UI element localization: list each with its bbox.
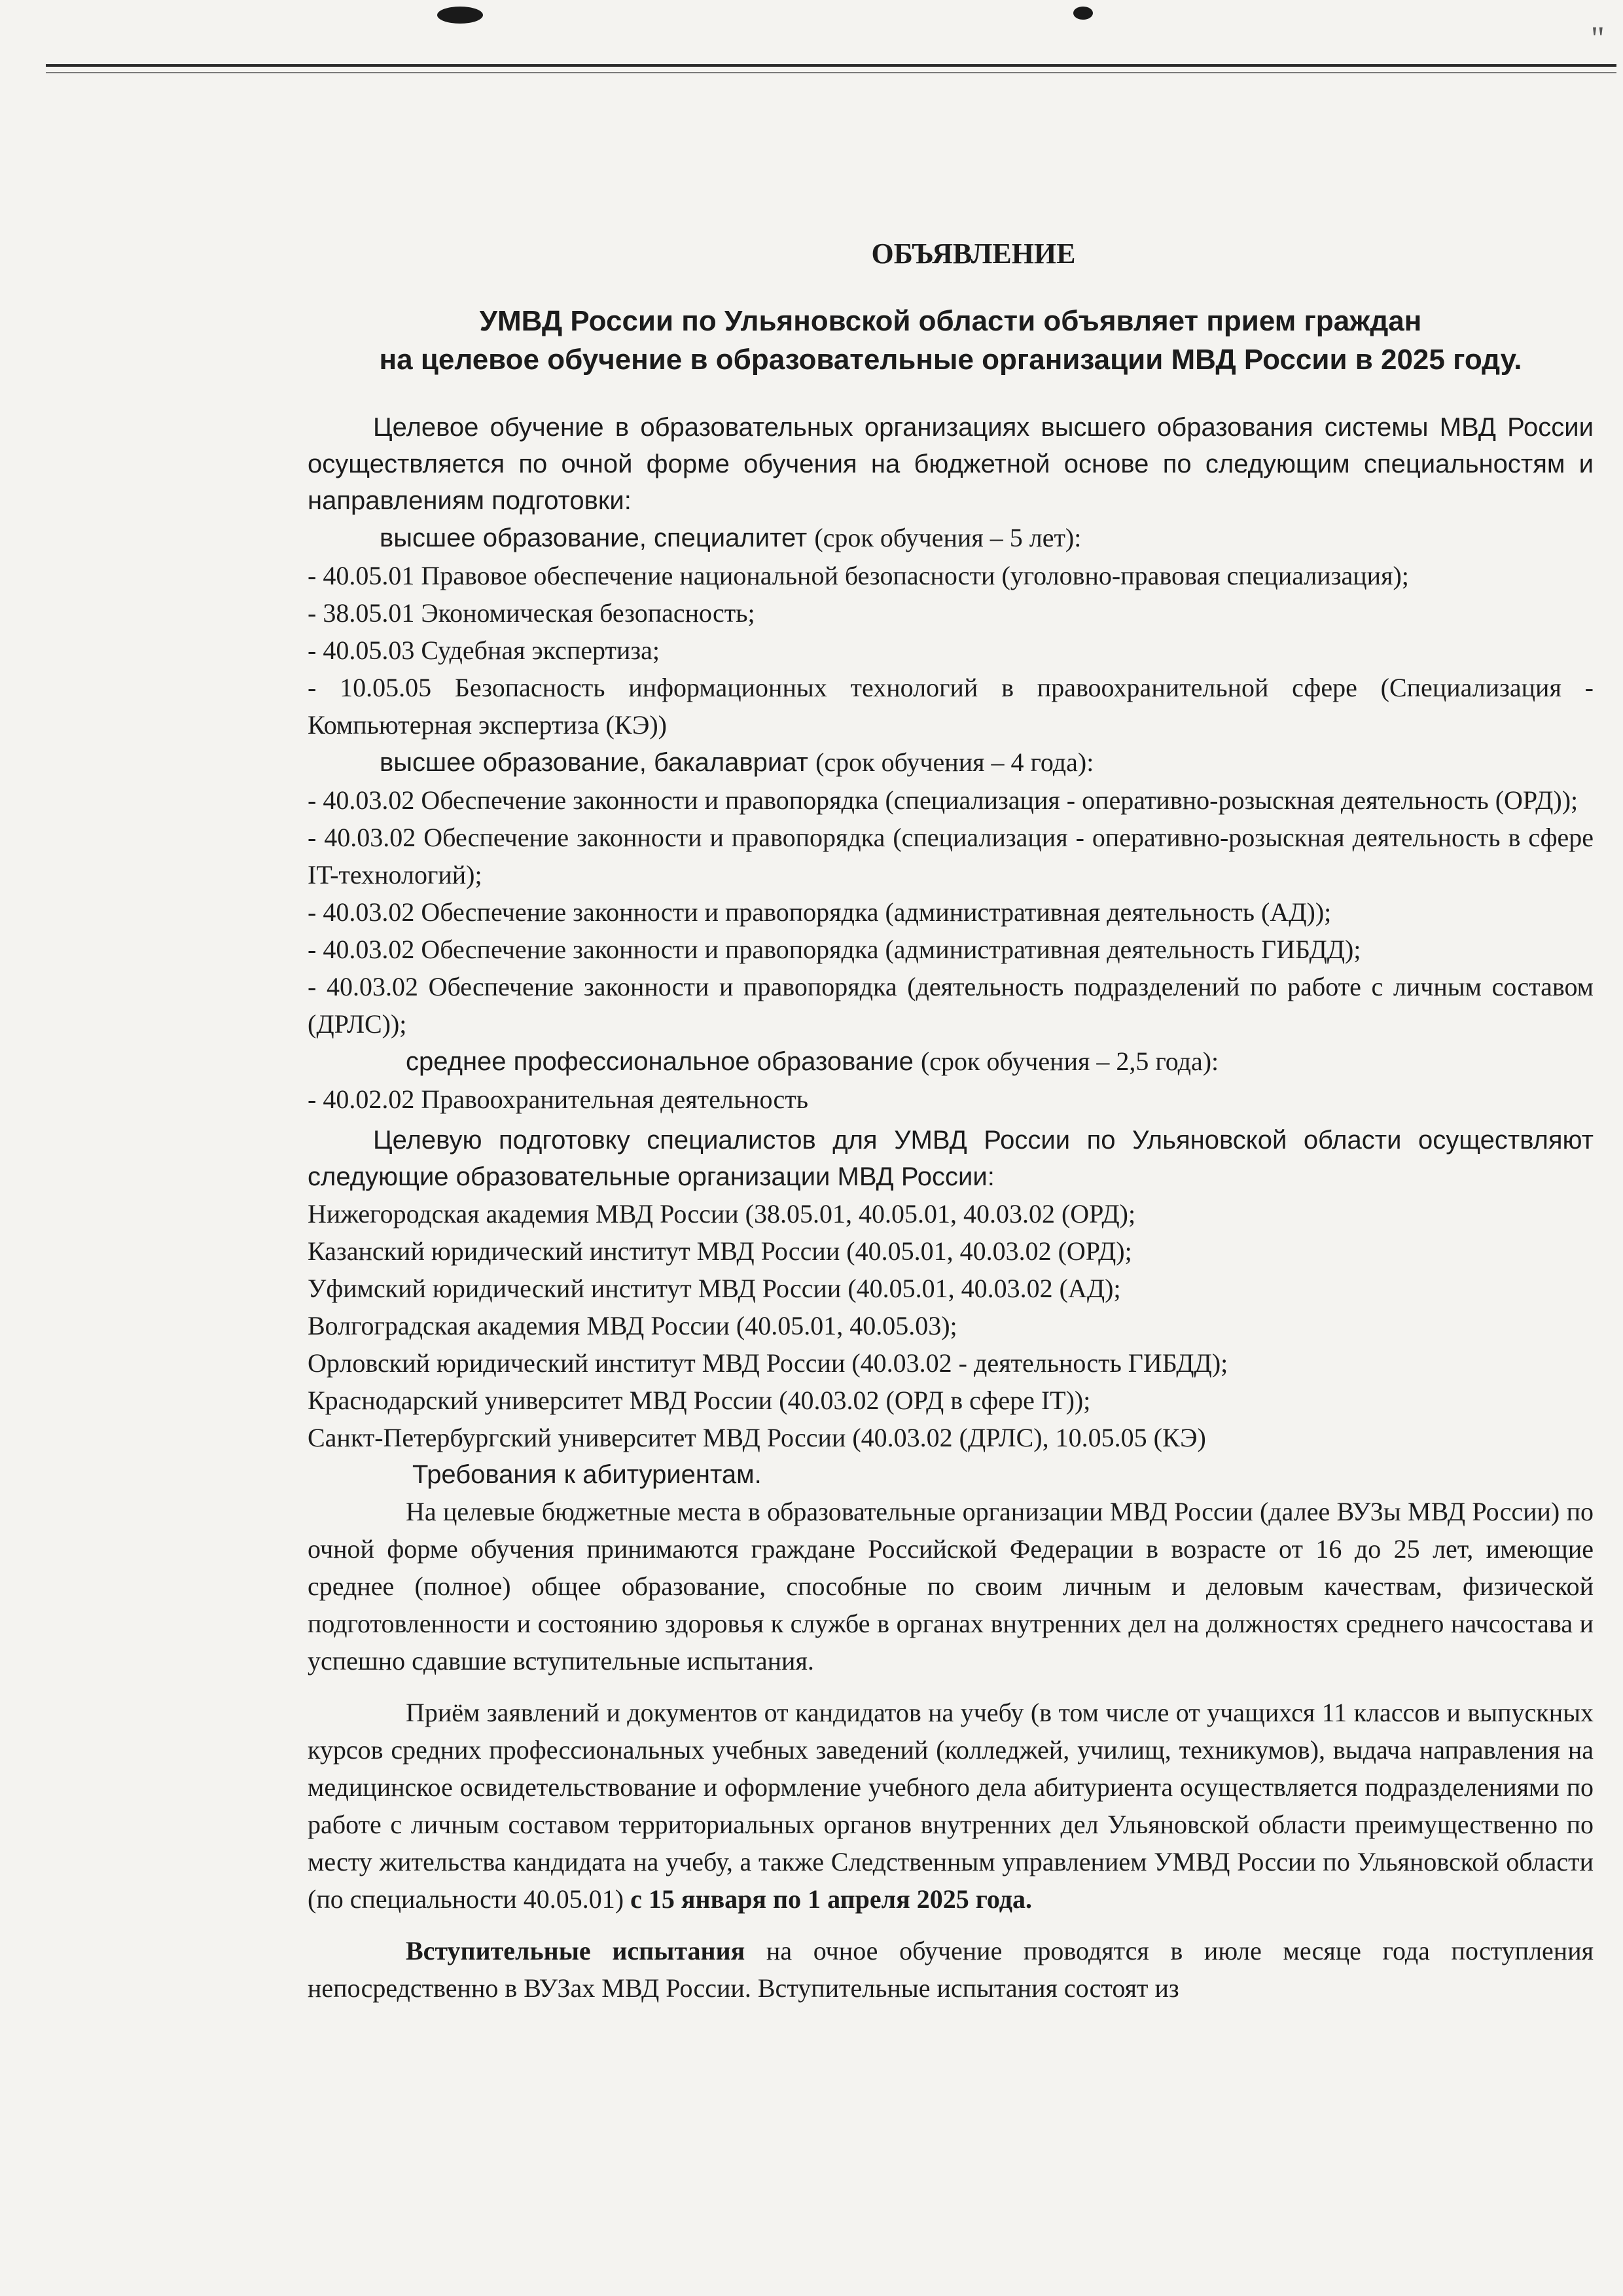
- level-term: (срок обучения – 4 года):: [815, 747, 1094, 777]
- organization-item: Нижегородская академия МВД России (38.05.01, 40.05.01, 40.03.02 (ОРД);: [308, 1199, 1136, 1229]
- organization-item: Казанский юридический институт МВД России (40.05.01, 40.03.02 (ОРД);: [308, 1236, 1132, 1266]
- exams-paragraph: [308, 1932, 1594, 2007]
- list-item: - 38.05.01 Экономическая безопасность;: [308, 598, 755, 628]
- scan-blot: [1073, 7, 1093, 20]
- level-term: (срок обучения – 2,5 года):: [920, 1047, 1219, 1076]
- announcement-subtitle: [308, 302, 1594, 379]
- level-bakalavriat: [308, 744, 1594, 781]
- subtitle-line: УМВД России по Ульяновской области объявляет прием граждан: [479, 305, 1422, 337]
- organization-item: Краснодарский университет МВД России (40.03.02 (ОРД в сфере IT));: [308, 1386, 1091, 1415]
- organization-item: Волгоградская академия МВД России (40.05.01, 40.05.03);: [308, 1311, 957, 1340]
- requirements-paragraph: На целевые бюджетные места в образовательные организации МВД России (далее ВУЗы МВД России) по очной форме обучения принимаются граждане Российской Федерации в возрасте от 16 до 25 лет, имеющие среднее (полное) общее образование, способные по своим личным и деловым качествам, физической подготовленности и состоянию здоровья к службе в органах внутренних дел на должностях среднего начсостава и успешно сдавшие вступительные испытания.: [308, 1497, 1594, 1676]
- list-item: - 40.02.02 Правоохранительная деятельность: [308, 1085, 808, 1114]
- subtitle-line: на целевое обучение в образовательные организации МВД России в 2025 году.: [379, 344, 1522, 376]
- list-item: - 40.03.02 Обеспечение законности и правопорядка (специализация - оперативно-розыскная деятельность (ОРД));: [308, 785, 1578, 815]
- list-item: - 40.03.02 Обеспечение законности и правопорядка (специализация - оперативно-розыскная деятельность в сфере IT-технологий);: [308, 823, 1594, 889]
- applications-text: Приём заявлений и документов от кандидатов на учебу (в том числе от учащихся 11 классов и выпускных курсов средних профессиональных учебных заведений (колледжей, училищ, техникумов), выдача направления на медицинское освидетельствование и оформление учебного дела абитуриента осуществляется подразделениями по работе с личным составом территориальных органов внутренних дел Ульяновской области преимущественно по месту жительства кандидата на учебу, а также Следственным управлением УМВД России по Ульяновской области (по специальности 40.05.01): [308, 1698, 1594, 1914]
- requirements-heading: Требования к абитуриентам.: [412, 1460, 762, 1489]
- organizations-heading: Целевую подготовку специалистов для УМВД России по Ульяновской области осуществляют следующие образовательные организации МВД России:: [308, 1126, 1594, 1191]
- corner-mark: ": [1590, 20, 1605, 58]
- list-item: - 40.03.02 Обеспечение законности и правопорядка (административная деятельность ГИБДД);: [308, 935, 1361, 964]
- organization-item: Уфимский юридический институт МВД России (40.05.01, 40.03.02 (АД);: [308, 1274, 1121, 1303]
- level-label: высшее образование, бакалавриат: [380, 748, 808, 777]
- list-item: - 10.05.05 Безопасность информационных технологий в правоохранительной сфере (Специализация - Компьютерная экспертиза (КЭ)): [308, 673, 1594, 740]
- announcement-page: [308, 236, 1594, 2007]
- intro-paragraph: Целевое обучение в образовательных организациях высшего образования системы МВД России осуществляется по очной форме обучения на бюджетной основе по следующим специальностям и направлениям подготовки:: [308, 413, 1594, 515]
- exams-label: Вступительные испытания: [406, 1936, 745, 1965]
- applications-paragraph: [308, 1694, 1594, 1918]
- page-title: ОБЪЯВЛЕНИЕ: [871, 238, 1076, 270]
- page-top-rule: [46, 64, 1616, 67]
- list-item: - 40.05.01 Правовое обеспечение национальной безопасности (уголовно-правовая специализация);: [308, 561, 1409, 590]
- organization-item: Орловский юридический институт МВД России (40.03.02 - деятельность ГИБДД);: [308, 1348, 1228, 1378]
- organization-item: Санкт-Петербургский университет МВД России (40.03.02 (ДРЛС), 10.05.05 (КЭ): [308, 1423, 1206, 1452]
- level-spo: [308, 1043, 1594, 1081]
- scan-blot: [437, 7, 483, 24]
- exams-text: на очное обучение проводятся в июле месяце года поступления непосредственно в ВУЗах МВД России. Вступительные испытания состоят из: [308, 1936, 1594, 2003]
- level-label: среднее профессиональное образование: [406, 1047, 914, 1076]
- level-term: (срок обучения – 5 лет):: [814, 523, 1082, 552]
- applications-deadline: с 15 января по 1 апреля 2025 года.: [630, 1884, 1032, 1914]
- list-item: - 40.03.02 Обеспечение законности и правопорядка (административная деятельность (АД));: [308, 897, 1332, 927]
- level-specialitet: [308, 519, 1594, 557]
- level-label: высшее образование, специалитет: [380, 524, 808, 552]
- page-top-rule-secondary: [46, 72, 1616, 73]
- list-item: - 40.05.03 Судебная экспертиза;: [308, 636, 660, 665]
- list-item: - 40.03.02 Обеспечение законности и правопорядка (деятельность подразделений по работе с личным составом (ДРЛС));: [308, 972, 1594, 1039]
